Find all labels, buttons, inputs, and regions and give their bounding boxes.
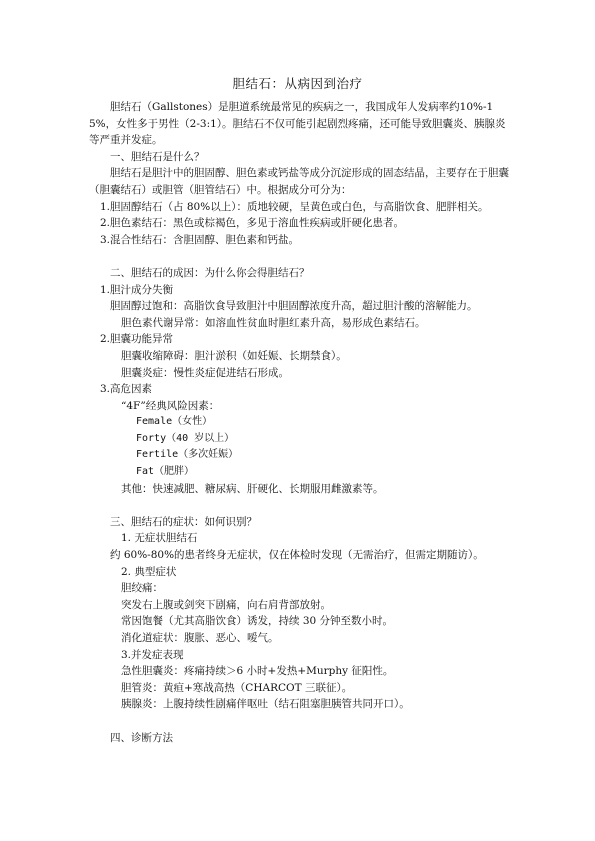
section-1-item: 2.胆色素结石：黑色或棕褐色，多见于溶血性疾病或肝硬化患者。	[100, 217, 405, 230]
section-3-text: 急性胆囊炎：疼痛持续＞6 小时+发热+Murphy 征阳性。	[121, 665, 394, 678]
intro-paragraph: 胆结石（Gallstones）是胆道系统最常见的疾病之一，我国成年人发病率约10%-15%，女性多于男性（2-3:1）。胆结石不仅可能引起剧烈疼痛，还可能导致胆囊炎、胰腺炎等严重并发症。	[89, 101, 506, 147]
section-2-subheading: 1.胆汁成分失衡	[100, 283, 174, 296]
section-3-heading: 三、胆结石的症状：如何识别？	[110, 515, 257, 528]
section-2-text: 其他：快速减肥、糖尿病、肝硬化、长期服用雌激素等。	[121, 482, 384, 495]
section-3-subheading: 1. 无症状胆结石	[121, 532, 198, 545]
section-1-item: 3.混合性结石：含胆固醇、胆色素和钙盐。	[100, 233, 300, 246]
blank-line	[89, 497, 509, 514]
section-2-subheading: 3.高危因素	[100, 383, 153, 396]
risk-factor-heading: “4F”经典风险因素：	[121, 399, 220, 412]
risk-factor-item: Fertile（多次妊娠）	[136, 449, 239, 461]
section-3-text: 胆管炎：黄疸+寒战高热（CHARCOT 三联征）。	[121, 681, 353, 694]
section-3-subheading: 3.并发症表现	[121, 648, 184, 661]
section-3-text: 约 60%-80%的患者终身无症状，仅在体检时发现（无需治疗，但需定期随访）。	[110, 549, 484, 562]
blank-line	[89, 248, 509, 265]
section-3-text: 胆绞痛：	[121, 582, 163, 595]
section-3-subheading: 2. 典型症状	[121, 565, 177, 578]
blank-line	[89, 713, 509, 730]
section-4-heading: 四、诊断方法	[110, 731, 173, 744]
section-2-heading: 二、胆结石的成因：为什么你会得胆结石？	[110, 266, 310, 279]
section-2-subheading: 2.胆囊功能异常	[100, 333, 174, 346]
section-1-heading: 一、胆结石是什么？	[110, 150, 205, 163]
section-3-text: 消化道症状：腹胀、恶心、嗳气。	[121, 632, 279, 644]
document-body	[89, 99, 509, 746]
section-3-text: 常因饱餐（尤其高脂饮食）诱发，持续 30 分钟至数小时。	[121, 615, 394, 628]
section-3-text: 胰腺炎：上腹持续性剧痛伴呕吐（结石阻塞胆胰管共同开口）。	[121, 698, 410, 711]
section-3-text: 突发右上腹或剑突下剧痛，向右肩背部放射。	[121, 598, 331, 611]
section-2-text: 胆固醇过饱和：高脂饮食导致胆汁中胆固醇浓度升高，超过胆汁酸的溶解能力。	[110, 300, 478, 313]
section-1-definition: 胆结石是胆汁中的胆固醇、胆色素或钙盐等成分沉淀形成的固态结晶，主要存在于胆囊（胆囊结石）或胆管（胆管结石）中。根据成分可分为：	[89, 167, 509, 196]
risk-factor-item: Female（女性）	[136, 416, 213, 428]
section-1-item: 1.胆固醇结石（占 80%以上）：质地较硬，呈黄色或白色，与高脂饮食、肥胖相关。	[100, 200, 489, 213]
document-title: 胆结石：从病因到治疗	[232, 76, 363, 91]
section-2-text: 胆囊炎症：慢性炎症促进结石形成。	[121, 366, 289, 379]
section-2-text: 胆色素代谢异常：如溶血性贫血时胆红素升高，易形成色素结石。	[121, 316, 426, 329]
section-2-text: 胆囊收缩障碍：胆汁淤积（如妊娠、长期禁食）。	[121, 349, 347, 362]
risk-factor-item: Forty（40 岁以上）	[136, 432, 235, 444]
risk-factor-item: Fat（肥胖）	[136, 466, 195, 478]
